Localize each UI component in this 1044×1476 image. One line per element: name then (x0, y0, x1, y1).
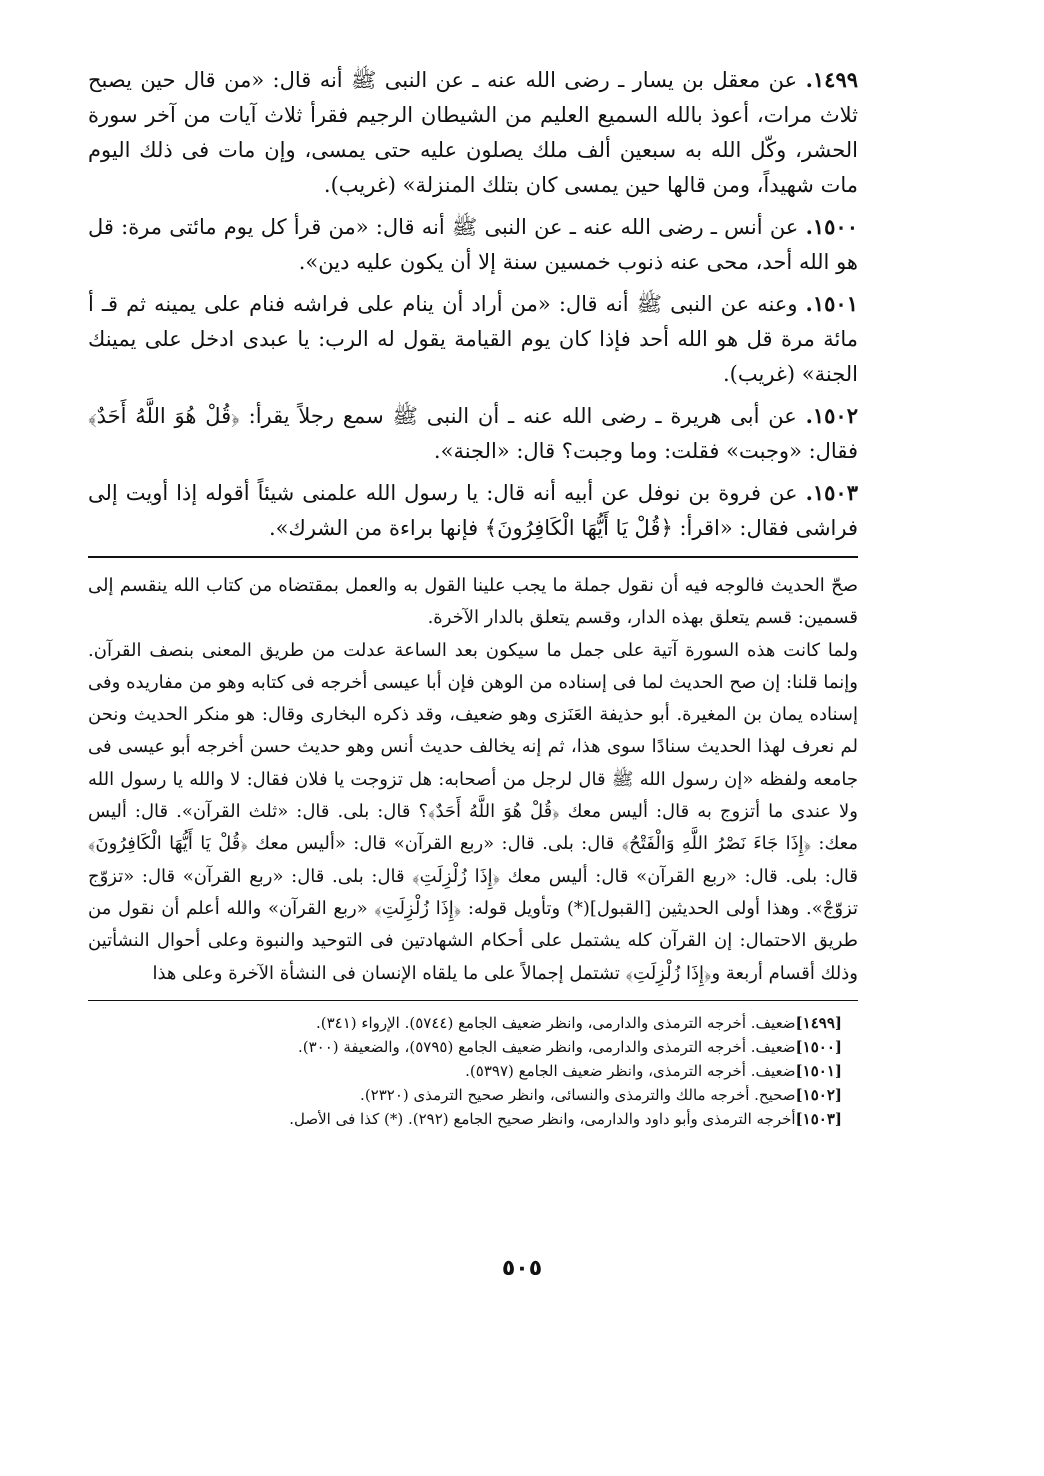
page-number: ٥٠٥ (501, 1256, 543, 1281)
hadith-text: عن أبى هريرة ـ رضى الله عنه ـ أن النبى ﷺ سمع رجلاً يقرأ: ﴿قُلْ هُوَ اللَّهُ أَحَدٌ﴾ فقال: «وجبت» فقلت: وما وجبت؟ قال: «الجنة». (88, 404, 858, 463)
section-divider (88, 556, 858, 558)
footnote-tag: [١٥٠١] (795, 1061, 842, 1080)
book-page (88, 62, 858, 1131)
footnote-divider (88, 1000, 858, 1001)
commentary-paragraph: ولما كانت هذه السورة آتية على جمل ما سيكون بعد الساعة عدلت من طريق المعنى بنصف القرآن. وإنما قلنا: إن صح الحديث لما فى إسناده من الوهن فإن أبا عيسى أخرجه فى كتابه وهو من مفاريده وفى إسناده يمان بن المغيرة. أبو حذيفة العَنَزى وهو ضعيف، وقد ذكره البخارى وقال: هو منكر الحديث ونحن لم نعرف لهذا الحديث سنادًا سوى هذا، ثم إنه يخالف حديث أنس وهو حديث حسن أخرجه أبو عيسى فى جامعه ولفظه «إن رسول الله ﷺ قال لرجل من أصحابه: هل تزوجت يا فلان فقال: لا والله يا رسول الله ولا عندى ما أتزوج به قال: أليس معك ﴿قُلْ هُوَ اللَّهُ أَحَدٌ﴾؟ قال: بلى. قال: «ثلث القرآن». قال: أليس معك: ﴿إِذَا جَاءَ نَصْرُ اللَّهِ وَالْفَتْحُ﴾ قال: بلى. قال: «ربع القرآن» قال: «أليس معك ﴿قُلْ يَا أَيُّهَا الْكَافِرُونَ﴾ قال: بلى. قال: «ربع القرآن» قال: أليس معك ﴿إِذَا زُلْزِلَتِ﴾ قال: بلى. قال: «ربع القرآن» قال: «تزوّج تزوّجْ». وهذا أولى الحديثين [القبول](*) وتأويل قوله: ﴿إِذَا زُلْزِلَتِ﴾ «ربع القرآن» والله أعلم أن نقول من طريق الاحتمال: إن القرآن كله يشتمل على أحكام الشهادتين فى التوحيد والنبوة وعلى أحوال النشأتين وذلك أقسام أربعة و﴿إِذَا زُلْزِلَتِ﴾ تشتمل إجمالاً على ما يلقاه الإنسان فى النشأة الآخرة وعلى هذا (88, 639, 858, 984)
footnote-tag: [١٤٩٩] (795, 1013, 842, 1032)
commentary-section (88, 570, 858, 990)
hadith-1503 (88, 475, 858, 546)
footnote-item (88, 1083, 842, 1107)
hadith-1501 (88, 286, 858, 392)
footnote-text: ضعيف. أخرجه الترمذى، وانظر ضعيف الجامع (٥٣٩٧). (465, 1061, 796, 1080)
footnote-item (88, 1107, 842, 1131)
footnote-tag: [١٥٠٣] (795, 1109, 842, 1128)
footnote-tag: [١٥٠٠] (795, 1037, 842, 1056)
hadith-number: ١٥٠٣. (805, 480, 858, 505)
hadith-text: عن معقل بن يسار ـ رضى الله عنه ـ عن النبى ﷺ أنه قال: «من قال حين يصبح ثلاث مرات، أعوذ بالله السميع العليم من الشيطان الرجيم فقرأ ثلاث آيات من آخر سورة الحشر، وكّل الله به سبعين ألف ملك يصلون عليه حتى يمسى، وإن مات فى ذلك اليوم مات شهيداً، ومن قالها حين يمسى كان بتلك المنزلة» (غريب). (88, 68, 858, 197)
footnotes (88, 1011, 858, 1131)
hadith-1502 (88, 398, 858, 469)
footnote-text: صحيح. أخرجه مالك والترمذى والنسائى، وانظر صحيح الترمذى (٢٣٢٠). (360, 1085, 796, 1104)
hadith-1499 (88, 62, 858, 203)
footnote-tag: [١٥٠٢] (795, 1085, 842, 1104)
hadith-section (88, 62, 858, 546)
hadith-text: عن فروة بن نوفل عن أبيه أنه قال: يا رسول الله علمنى شيئاً أقوله إذا أويت إلى فراشى فقال: «اقرأ: ﴿قُلْ يَا أَيُّهَا الْكَافِرُونَ﴾ فإنها براءة من الشرك». (88, 481, 858, 540)
hadith-1500 (88, 209, 858, 280)
footnote-item (88, 1059, 842, 1083)
hadith-number: ١٥٠٠. (805, 214, 858, 239)
hadith-number: ١٥٠١. (805, 291, 858, 316)
hadith-text: وعنه عن النبى ﷺ أنه قال: «من أراد أن ينام على فراشه فنام على يمينه ثم قـ أ مائة مرة قل هو الله أحد فإذا كان يوم القيامة يقول له الرب: يا عبدى ادخل على يمينك الجنة» (غريب). (88, 292, 858, 386)
commentary-paragraph: صحّ الحديث فالوجه فيه أن نقول جملة ما يجب علينا القول به والعمل بمقتضاه من كتاب الله ينقسم إلى قسمين: قسم يتعلق بهذه الدار، وقسم يتعلق بالدار الآخرة. (88, 575, 858, 629)
footnote-text: ضعيف. أخرجه الترمذى والدارمى، وانظر ضعيف الجامع (٥٧٤٤). الإرواء (٣٤١). (315, 1013, 796, 1032)
hadith-number: ١٤٩٩. (805, 67, 859, 92)
footnote-text: أخرجه الترمذى وأبو داود والدارمى، وانظر صحيح الجامع (٢٩٢). (*) كذا فى الأصل. (289, 1109, 796, 1128)
hadith-number: ١٥٠٢. (805, 403, 858, 428)
footnote-item (88, 1035, 842, 1059)
footnote-item (88, 1011, 842, 1035)
hadith-text: عن أنس ـ رضى الله عنه ـ عن النبى ﷺ أنه قال: «من قرأ كل يوم مائتى مرة: قل هو الله أحد، محى عنه ذنوب خمسين سنة إلا أن يكون عليه دين». (88, 215, 858, 274)
footnote-text: ضعيف. أخرجه الترمذى والدارمى، وانظر ضعيف الجامع (٥٧٩٥)، والضعيفة (٣٠٠). (297, 1037, 796, 1056)
